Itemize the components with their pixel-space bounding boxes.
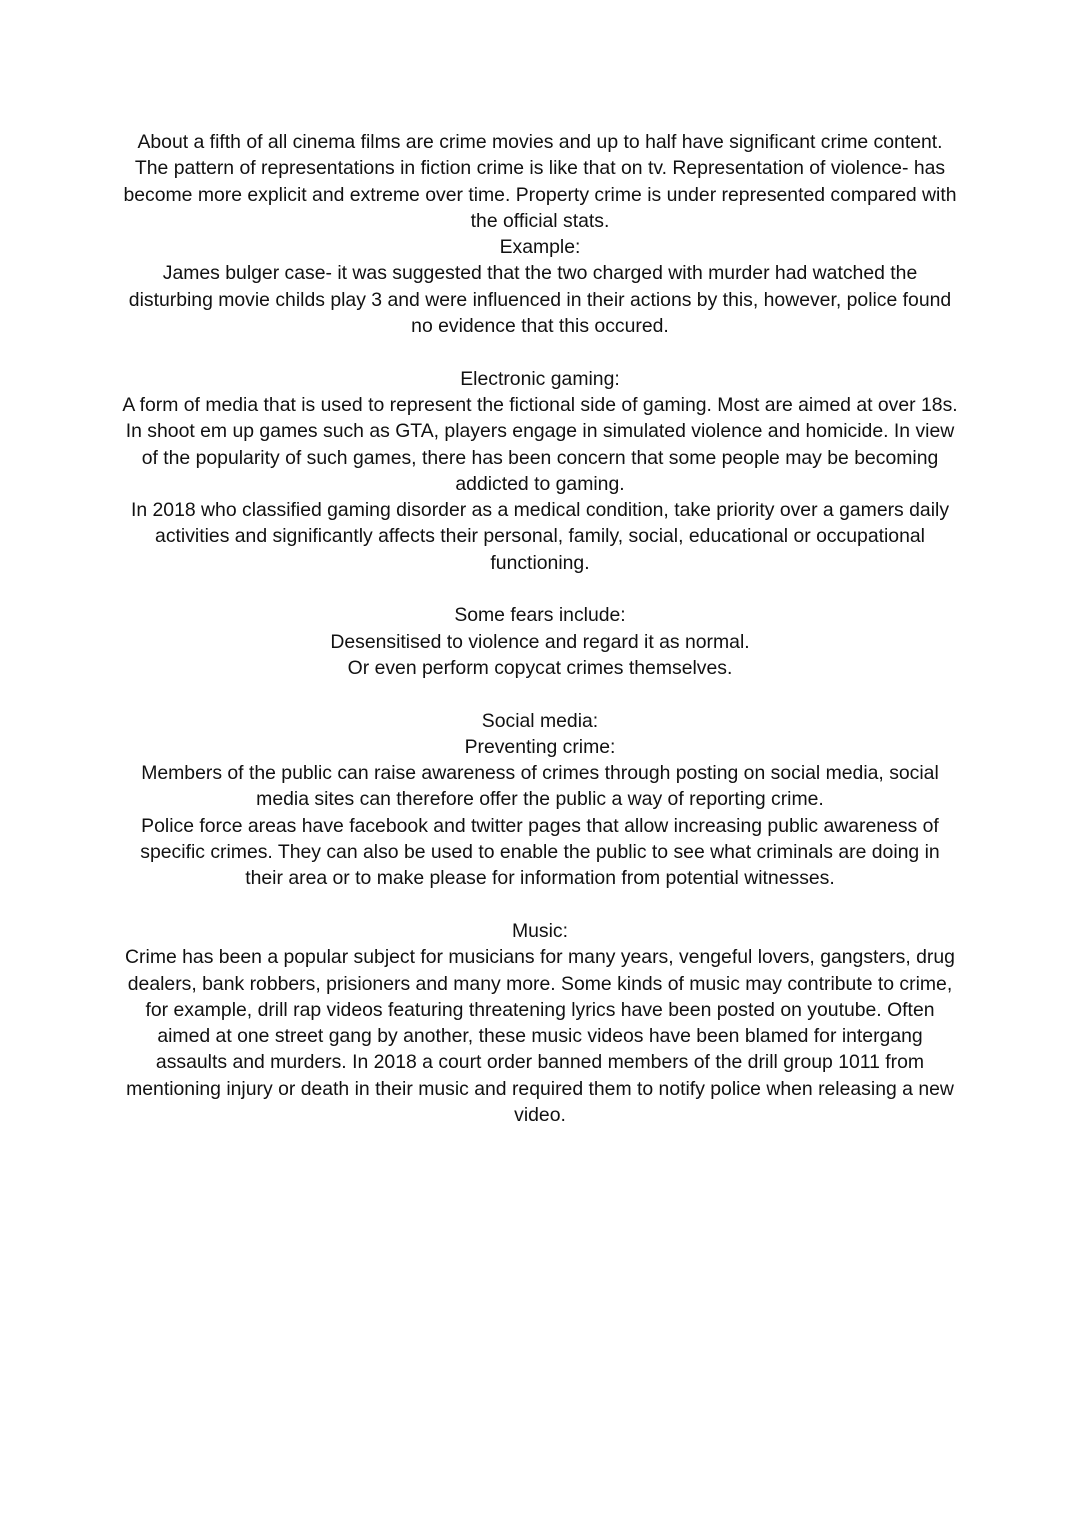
fears-line-1: Desensitised to violence and regard it as normal.: [330, 630, 750, 653]
fears-heading: Some fears include:: [454, 604, 626, 627]
music-heading: Music:: [511, 919, 569, 942]
example-text: James bulger case- it was suggested that the two charged with murder had watched the disturbing movie childs play 3 and were influenced in their actions by this, however, police found no evidence that this occured.: [128, 262, 952, 338]
example-heading: Example:: [499, 236, 581, 259]
gaming-heading: Electronic gaming:: [460, 367, 620, 390]
section-spacer: [120, 892, 960, 918]
social-media-paragraph-2: Police force areas have facebook and twitter pages that allow increasing public awareness of specific crimes. They can also be used to enable the public to see what criminals are doing in their area or to make please for information from potential witnesses.: [140, 814, 940, 890]
section-spacer: [120, 339, 960, 365]
preventing-crime-heading: Preventing crime:: [464, 735, 616, 758]
section-spacer: [120, 681, 960, 707]
fears-line-2: Or even perform copycat crimes themselves.: [347, 656, 733, 679]
cinema-intro: About a fifth of all cinema films are crime movies and up to half have significant crime content. The pattern of representations in fiction crime is like that on tv. Representation of violence- has become more explicit and extreme over time. Property crime is under represented compared with the official stats.: [123, 131, 957, 232]
gaming-paragraph-1: A form of media that is used to represent the fictional side of gaming. Most are aimed at over 18s. In shoot em up games such as GTA, players engage in simulated violence and homicide. In view of the popularity of such games, there has been concern that some people may be becoming addicted to gaming.: [122, 393, 958, 495]
gaming-paragraph-2: In 2018 who classified gaming disorder as a medical condition, take priority over a gamers daily activities and significantly affects their personal, family, social, educational or occupational functioning.: [130, 499, 950, 574]
social-media-paragraph-1: Members of the public can raise awareness of crimes through posting on social media, social media sites can therefore offer the public a way of reporting crime.: [141, 762, 939, 811]
section-spacer: [120, 576, 960, 602]
social-media-heading: Social media:: [481, 709, 599, 732]
music-paragraph: Crime has been a popular subject for musicians for many years, vengeful lovers, gangsters, drug dealers, bank robbers, prisioners and many more. Some kinds of music may contribute to crime, for example, drill rap videos featuring threatening lyrics have been posted on youtube. Often aimed at one street gang by another, these music videos have been blamed for intergang assaults and murders. In 2018 a court order banned members of the drill group 1011 from mentioning injury or death in their music and required them to notify police when releasing a new video.: [125, 946, 955, 1126]
document-page: [120, 129, 960, 1128]
